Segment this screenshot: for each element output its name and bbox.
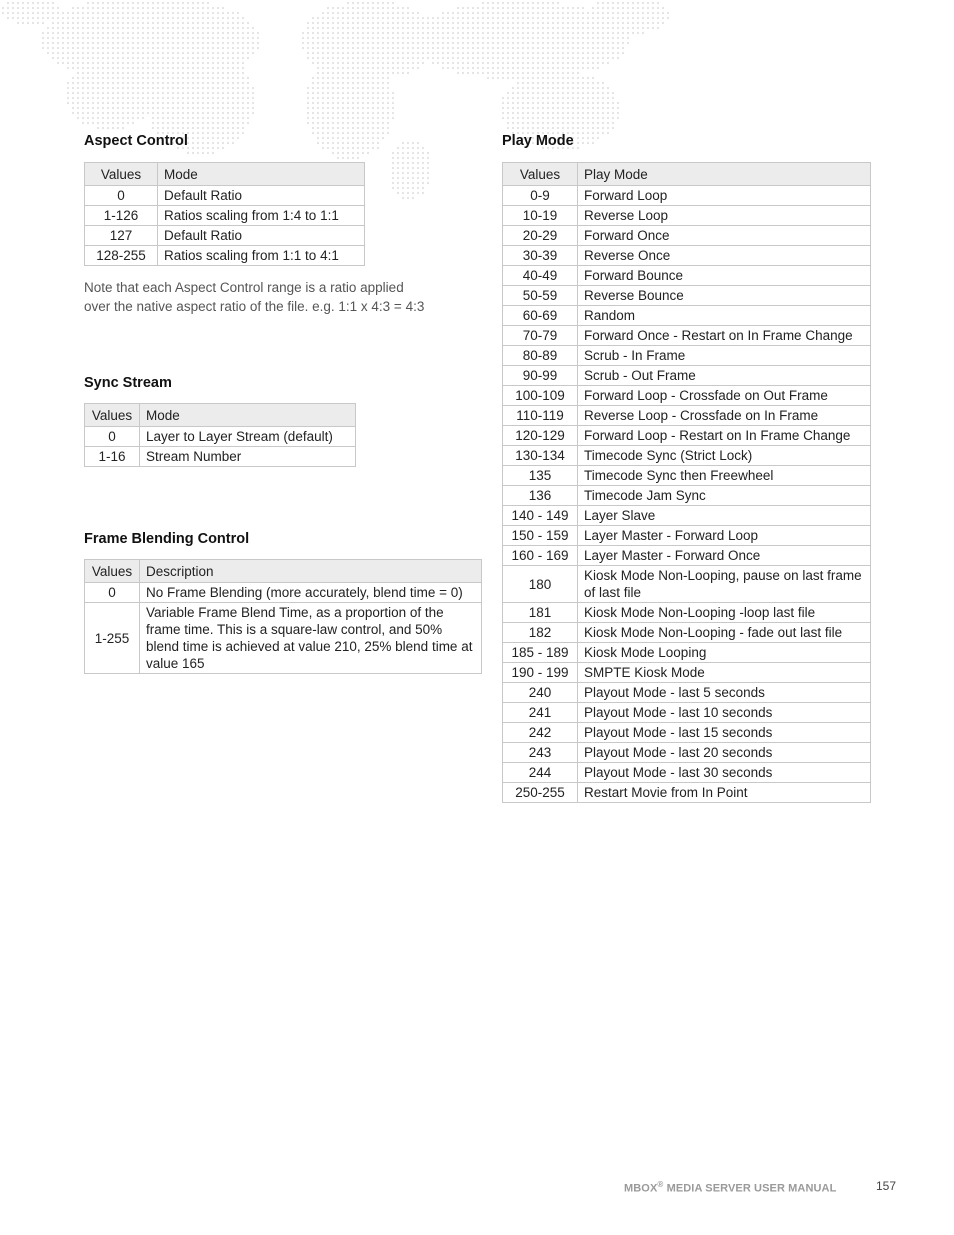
table-row	[503, 286, 871, 306]
table-row	[503, 406, 871, 426]
cell-mode: Layer Master - Forward Once	[578, 546, 871, 566]
footer-brand: MBOX	[624, 1182, 658, 1195]
cell-mode: Reverse Loop - Crossfade on In Frame	[578, 406, 871, 426]
column-header-mode: Mode	[140, 404, 356, 427]
cell-values: 60-69	[503, 306, 578, 326]
cell-mode: Ratios scaling from 1:1 to 4:1	[158, 246, 365, 266]
table-row	[85, 427, 356, 447]
column-header-play-mode: Play Mode	[578, 163, 871, 186]
cell-mode: SMPTE Kiosk Mode	[578, 663, 871, 683]
frame-blending-table	[84, 559, 482, 674]
play-mode-table	[502, 162, 871, 803]
table-row	[503, 743, 871, 763]
table-header-row	[85, 560, 482, 583]
table-row	[503, 206, 871, 226]
cell-values: 1-16	[85, 447, 140, 467]
table-row	[503, 783, 871, 803]
cell-mode: Forward Once - Restart on In Frame Change	[578, 326, 871, 346]
cell-values: 135	[503, 466, 578, 486]
sync-stream-table	[84, 403, 356, 467]
cell-mode: Layer to Layer Stream (default)	[140, 427, 356, 447]
cell-values: 140 - 149	[503, 506, 578, 526]
cell-values: 1-255	[85, 603, 140, 674]
cell-mode: Timecode Jam Sync	[578, 486, 871, 506]
table-row	[503, 723, 871, 743]
cell-mode: Playout Mode - last 15 seconds	[578, 723, 871, 743]
table-row	[503, 366, 871, 386]
cell-values: 241	[503, 703, 578, 723]
cell-mode: No Frame Blending (more accurately, blend time = 0)	[140, 583, 482, 603]
table-row	[503, 346, 871, 366]
footer-manual: MEDIA SERVER USER MANUAL	[666, 1182, 837, 1195]
table-row	[503, 426, 871, 446]
column-header-mode: Mode	[158, 163, 365, 186]
registered-mark: ®	[657, 1180, 664, 1189]
cell-mode: Playout Mode - last 30 seconds	[578, 763, 871, 783]
table-row	[503, 266, 871, 286]
table-row	[503, 526, 871, 546]
table-row	[503, 486, 871, 506]
cell-values: 130-134	[503, 446, 578, 466]
table-header-row	[85, 163, 365, 186]
cell-values: 100-109	[503, 386, 578, 406]
cell-mode: Reverse Once	[578, 246, 871, 266]
cell-values: 0	[85, 427, 140, 447]
cell-mode: Variable Frame Blend Time, as a proportion of the frame time. This is a square-law control, and 50% blend time is achieved at value 210, 25% blend time at value 165	[140, 603, 482, 674]
table-row	[503, 566, 871, 603]
table-row	[503, 663, 871, 683]
table-row	[503, 446, 871, 466]
column-header-values: Values	[85, 404, 140, 427]
table-row	[503, 466, 871, 486]
table-row	[85, 186, 365, 206]
cell-mode: Forward Bounce	[578, 266, 871, 286]
table-row	[503, 386, 871, 406]
cell-mode: Forward Loop	[578, 186, 871, 206]
cell-values: 20-29	[503, 226, 578, 246]
cell-mode: Forward Loop - Restart on In Frame Change	[578, 426, 871, 446]
cell-mode: Kiosk Mode Non-Looping, pause on last frame of last file	[578, 566, 871, 603]
table-row	[85, 447, 356, 467]
table-row	[503, 603, 871, 623]
cell-values: 181	[503, 603, 578, 623]
cell-mode: Forward Once	[578, 226, 871, 246]
cell-mode: Kiosk Mode Non-Looping -loop last file	[578, 603, 871, 623]
table-header-row	[85, 404, 356, 427]
cell-mode: Reverse Loop	[578, 206, 871, 226]
page-number: 157	[876, 1179, 897, 1193]
aspect-control-note	[84, 278, 424, 316]
cell-mode: Default Ratio	[158, 226, 365, 246]
table-header-row	[503, 163, 871, 186]
table-row	[503, 683, 871, 703]
table-row	[85, 206, 365, 226]
cell-values: 190 - 199	[503, 663, 578, 683]
cell-mode: Layer Master - Forward Loop	[578, 526, 871, 546]
cell-mode: Restart Movie from In Point	[578, 783, 871, 803]
cell-mode: Random	[578, 306, 871, 326]
table-row	[85, 603, 482, 674]
column-header-values: Values	[503, 163, 578, 186]
cell-mode: Forward Loop - Crossfade on Out Frame	[578, 386, 871, 406]
column-header-description: Description	[140, 560, 482, 583]
cell-values: 160 - 169	[503, 546, 578, 566]
cell-values: 120-129	[503, 426, 578, 446]
cell-values: 250-255	[503, 783, 578, 803]
cell-mode: Scrub - Out Frame	[578, 366, 871, 386]
table-row	[503, 643, 871, 663]
note-line-1: Note that each Aspect Control range is a ratio applied	[84, 280, 404, 295]
cell-values: 0	[85, 186, 158, 206]
cell-values: 244	[503, 763, 578, 783]
cell-values: 80-89	[503, 346, 578, 366]
table-row	[503, 506, 871, 526]
table-row	[85, 246, 365, 266]
footer-manual-title	[624, 1180, 836, 1195]
cell-mode: Playout Mode - last 5 seconds	[578, 683, 871, 703]
cell-values: 110-119	[503, 406, 578, 426]
aspect-control-table	[84, 162, 365, 266]
cell-values: 240	[503, 683, 578, 703]
cell-values: 1-126	[85, 206, 158, 226]
table-row	[503, 623, 871, 643]
table-row	[503, 246, 871, 266]
cell-values: 0-9	[503, 186, 578, 206]
cell-mode: Playout Mode - last 20 seconds	[578, 743, 871, 763]
cell-values: 50-59	[503, 286, 578, 306]
frame-blending-title: Frame Blending Control	[84, 531, 250, 547]
play-mode-title: Play Mode	[502, 133, 574, 149]
cell-mode: Kiosk Mode Looping	[578, 643, 871, 663]
cell-values: 10-19	[503, 206, 578, 226]
cell-mode: Ratios scaling from 1:4 to 1:1	[158, 206, 365, 226]
cell-mode: Layer Slave	[578, 506, 871, 526]
cell-values: 30-39	[503, 246, 578, 266]
cell-values: 127	[85, 226, 158, 246]
cell-mode: Scrub - In Frame	[578, 346, 871, 366]
table-row	[503, 703, 871, 723]
cell-values: 40-49	[503, 266, 578, 286]
sync-stream-title: Sync Stream	[84, 375, 172, 391]
table-row	[503, 186, 871, 206]
cell-values: 242	[503, 723, 578, 743]
table-row	[503, 326, 871, 346]
cell-values: 90-99	[503, 366, 578, 386]
table-row	[85, 226, 365, 246]
cell-mode: Timecode Sync (Strict Lock)	[578, 446, 871, 466]
cell-mode: Reverse Bounce	[578, 286, 871, 306]
cell-values: 243	[503, 743, 578, 763]
cell-mode: Default Ratio	[158, 186, 365, 206]
cell-values: 182	[503, 623, 578, 643]
cell-mode: Timecode Sync then Freewheel	[578, 466, 871, 486]
cell-values: 0	[85, 583, 140, 603]
cell-values: 136	[503, 486, 578, 506]
cell-mode: Kiosk Mode Non-Looping - fade out last file	[578, 623, 871, 643]
cell-mode: Playout Mode - last 10 seconds	[578, 703, 871, 723]
table-row	[85, 583, 482, 603]
cell-mode: Stream Number	[140, 447, 356, 467]
column-header-values: Values	[85, 163, 158, 186]
table-row	[503, 546, 871, 566]
cell-values: 180	[503, 566, 578, 603]
cell-values: 128-255	[85, 246, 158, 266]
table-row	[503, 306, 871, 326]
note-line-2: over the native aspect ratio of the file. e.g. 1:1 x 4:3 = 4:3	[84, 299, 425, 314]
table-row	[503, 763, 871, 783]
table-row	[503, 226, 871, 246]
cell-values: 150 - 159	[503, 526, 578, 546]
cell-values: 185 - 189	[503, 643, 578, 663]
aspect-control-title: Aspect Control	[84, 133, 188, 149]
column-header-values: Values	[85, 560, 140, 583]
cell-values: 70-79	[503, 326, 578, 346]
